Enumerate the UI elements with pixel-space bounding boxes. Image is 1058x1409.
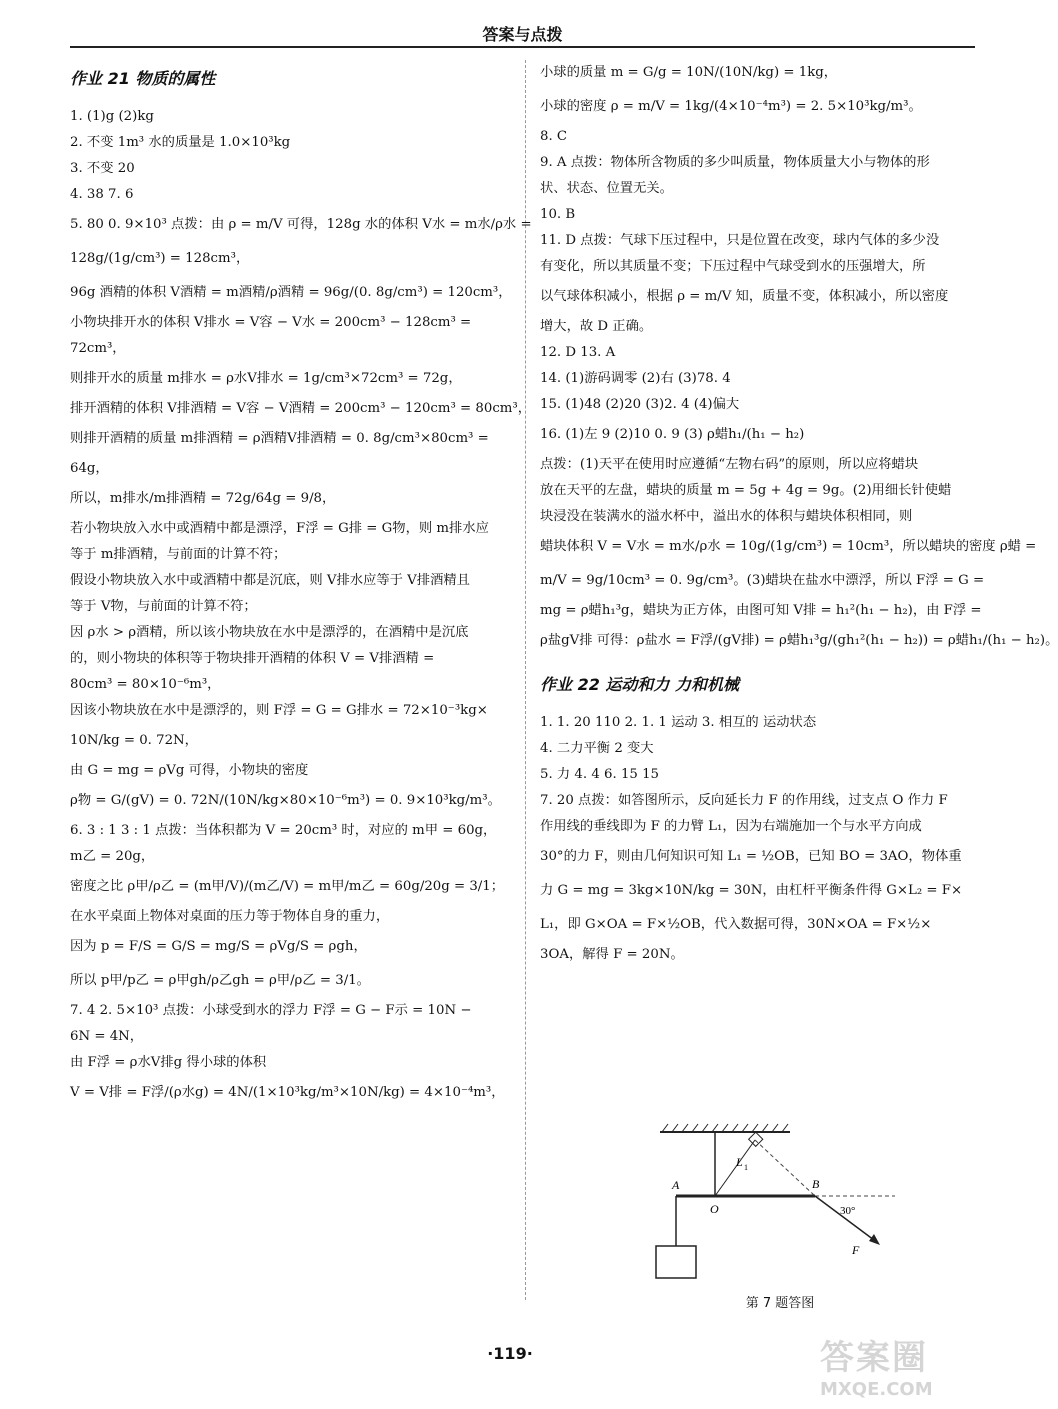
- watermark-line-2: MXQE.COM: [820, 1379, 933, 1400]
- answer-line: 力 G = mg = 3kg×10N/kg = 30N，由杠杆平衡条件得 G×L₂ = F×: [540, 883, 963, 898]
- answer-line: 72cm³，: [70, 341, 126, 356]
- answer-line: 4. 二力平衡 2 变大: [540, 741, 654, 756]
- label-a: A: [672, 1178, 680, 1192]
- answer-line: 5. 力 4. 4 6. 15 15: [540, 767, 660, 782]
- moment-arm-line: [715, 1140, 755, 1196]
- page-header-title: 答案与点拨: [482, 25, 563, 44]
- answer-line: 6N = 4N，: [70, 1029, 144, 1044]
- answer-line: 作用线的垂线即为 F 的力臂 L₁，因为右端施加一个与水平方向成: [540, 819, 922, 834]
- section-title-22: 作业 22 运动和力 力和机械: [540, 675, 739, 694]
- header-rule: [70, 46, 975, 48]
- answer-line: 状、状态、位置无关。: [540, 181, 673, 196]
- left-answer-lines: [70, 104, 532, 1110]
- answer-line: 7. 4 2. 5×10³ 点拨：小球受到水的浮力 F浮 = G − F示 = 10N −: [70, 1003, 472, 1018]
- answer-line: 密度之比 ρ甲/ρ乙 = (m甲/V)/(m乙/V) = m甲/m乙 = 60g/20g = 3/1；: [70, 879, 505, 894]
- answer-line: 因 ρ水 > ρ酒精，所以该小物块放在水中是漂浮的，在酒精中是沉底: [70, 625, 469, 640]
- answer-line: 假设小物块放入水中或酒精中都是沉底，则 V排水应等于 V排酒精且: [70, 573, 470, 588]
- answer-line: 小物块排开水的体积 V排水 = V容 − V水 = 200cm³ − 128cm³ =: [70, 315, 472, 330]
- answer-line: 小球的质量 m = G/g = 10N/(10N/kg) = 1kg，: [540, 65, 838, 80]
- column-divider: [525, 60, 526, 1300]
- right-angle-mark: [749, 1132, 763, 1146]
- answer-line: mg = ρ蜡h₁³g，蜡块为正方体，由图可知 V排 = h₁²(h₁ − h₂)，由 F浮 =: [540, 603, 982, 618]
- answer-line: 10N/kg = 0. 72N，: [70, 733, 198, 748]
- answer-line: V = V排 = F浮/(ρ水g) = 4N/(1×10³kg/m³×10N/kg) = 4×10⁻⁴m³，: [70, 1085, 505, 1100]
- answer-line: 增大，故 D 正确。: [540, 319, 653, 334]
- figure-caption: 第 7 题答图: [745, 1296, 815, 1311]
- right-answer-lines-2: [540, 710, 970, 968]
- answer-line: 3. 不变 20: [70, 161, 135, 176]
- answer-line: 15. (1)48 (2)20 (3)2. 4 (4)偏大: [540, 397, 740, 412]
- answer-line: 因该小物块放在水中是漂浮的，则 F浮 = G = G排水 = 72×10⁻³kg×: [70, 703, 488, 718]
- answer-line: 10. B: [540, 207, 576, 222]
- answer-line: 蜡块体积 V = V水 = m水/ρ水 = 10g/(1g/cm³) = 10cm³，所以蜡块的密度 ρ蜡 =: [540, 539, 1037, 554]
- label-l1: L: [736, 1155, 743, 1169]
- force-arrowhead: [869, 1234, 880, 1245]
- answer-line: 12. D 13. A: [540, 345, 616, 360]
- answer-line: 小球的密度 ρ = m/V = 1kg/(4×10⁻⁴m³) = 2. 5×10³kg/m³。: [540, 99, 922, 114]
- answer-line: 1. 1. 20 110 2. 1. 1 运动 3. 相互的 运动状态: [540, 715, 817, 730]
- page-number: ·119·: [487, 1344, 533, 1363]
- answer-line: 排开酒精的体积 V排酒精 = V容 − V酒精 = 200cm³ − 120cm³ = 80cm³，: [70, 401, 532, 416]
- answer-line: 放在天平的左盘，蜡块的质量 m = 5g + 4g = 9g。(2)用细长针使蜡: [540, 483, 952, 498]
- answer-line: 等于 m排酒精，与前面的计算不符；: [70, 547, 287, 562]
- answer-line: 4. 38 7. 6: [70, 187, 134, 202]
- answer-line: 80cm³ = 80×10⁻⁶m³，: [70, 677, 221, 692]
- answer-line: 9. A 点拨：物体所含物质的多少叫质量，物体质量大小与物体的形: [540, 155, 930, 170]
- answer-line: 在水平桌面上物体对桌面的压力等于物体自身的重力，: [70, 909, 390, 924]
- answer-line: 6. 3 : 1 3 : 1 点拨：当体积都为 V = 20cm³ 时，对应的 m甲 = 60g，: [70, 823, 497, 838]
- label-b: B: [812, 1177, 820, 1191]
- answer-line: 30°的力 F，则由几何知识可知 L₁ = ½OB，已知 BO = 3AO，物体重: [540, 849, 962, 864]
- answer-line: 96g 酒精的体积 V酒精 = m酒精/ρ酒精 = 96g/(0. 8g/cm³) = 120cm³，: [70, 285, 512, 300]
- answer-line: 有变化，所以其质量不变；下压过程中气球受到水的压强增大，所: [540, 259, 926, 274]
- answer-line: m/V = 9g/10cm³ = 0. 9g/cm³。(3)蜡块在盐水中漂浮，所以 F浮 = G =: [540, 573, 985, 588]
- answer-line: 由 F浮 = ρ水V排g 得小球的体积: [70, 1055, 267, 1070]
- watermark-logo: [820, 1330, 990, 1400]
- answer-line: 64g，: [70, 461, 109, 476]
- lever-diagram: [640, 1120, 900, 1295]
- force-arrow-line: [815, 1196, 878, 1243]
- label-angle: 30°: [840, 1205, 856, 1217]
- answer-line: 所以，m排水/m排酒精 = 72g/64g = 9/8，: [70, 491, 336, 506]
- answer-line: 5. 80 0. 9×10³ 点拨：由 ρ = m/V 可得，128g 水的体积 V水 = m水/ρ水 =: [70, 217, 532, 232]
- answer-line: 128g/(1g/cm³) = 128cm³，: [70, 251, 250, 266]
- answer-line: 则排开酒精的质量 m排酒精 = ρ酒精V排酒精 = 0. 8g/cm³×80cm³ =: [70, 431, 489, 446]
- answer-line: 则排开水的质量 m排水 = ρ水V排水 = 1g/cm³×72cm³ = 72g，: [70, 371, 462, 386]
- answer-line: 14. (1)游码调零 (2)右 (3)78. 4: [540, 371, 731, 386]
- right-column: [540, 56, 1058, 968]
- label-o: O: [710, 1202, 719, 1216]
- answer-line: 7. 20 点拨：如答图所示，反向延长力 F 的作用线，过支点 O 作力 F: [540, 793, 948, 808]
- answer-line: 因为 p = F/S = G/S = mg/S = ρVg/S = ρgh，: [70, 939, 367, 954]
- answer-line: 若小物块放入水中或酒精中都是漂浮，F浮 = G排 = G物，则 m排水应: [70, 521, 489, 536]
- answer-line: ρ盐gV排 可得：ρ盐水 = F浮/(gV排) = ρ蜡h₁³g/(gh₁²(h₁ − h₂)) = ρ蜡h₁/(h₁ − h₂)。: [540, 633, 1058, 648]
- force-extension-line: [755, 1140, 815, 1196]
- label-f: F: [852, 1243, 860, 1257]
- ceiling-hatch: [662, 1124, 788, 1132]
- left-column: [70, 56, 532, 1110]
- answer-line: 以气球体积减小，根据 ρ = m/V 知，质量不变，体积减小，所以密度: [540, 289, 949, 304]
- answer-line: m乙 = 20g，: [70, 849, 155, 864]
- section-title-21: 作业 21 物质的属性: [70, 69, 216, 88]
- answer-line: 16. (1)左 9 (2)10 0. 9 (3) ρ蜡h₁/(h₁ − h₂): [540, 427, 805, 442]
- answer-line: 由 G = mg = ρVg 可得，小物块的密度: [70, 763, 309, 778]
- answer-line: 11. D 点拨：气球下压过程中，只是位置在改变，球内气体的多少没: [540, 233, 940, 248]
- watermark-line-1: 答案圈: [820, 1338, 928, 1378]
- answer-line: ρ物 = G/(gV) = 0. 72N/(10N/kg×80×10⁻⁶m³) = 0. 9×10³kg/m³。: [70, 793, 501, 808]
- answer-line: 的，则小物块的体积等于物块排开酒精的体积 V = V排酒精 =: [70, 651, 435, 666]
- weight-block: [656, 1246, 696, 1278]
- answer-line: 2. 不变 1m³ 水的质量是 1.0×10³kg: [70, 135, 291, 150]
- answer-line: 点拨：(1)天平在使用时应遵循“左物右码”的原则，所以应将蜡块: [540, 457, 919, 472]
- right-answer-lines: [540, 56, 1058, 658]
- answer-line: 块浸没在装满水的溢水杯中，溢出水的体积与蜡块体积相同，则: [540, 509, 913, 524]
- answer-line: 8. C: [540, 129, 568, 144]
- answer-line: L₁，即 G×OA = F×½OB，代入数据可得，30N×OA = F×½×: [540, 917, 932, 932]
- answer-line: 所以 p甲/p乙 = ρ甲gh/ρ乙gh = ρ甲/ρ乙 = 3/1。: [70, 973, 370, 988]
- answer-line: 等于 V物，与前面的计算不符；: [70, 599, 257, 614]
- answer-line: 3OA，解得 F = 20N。: [540, 947, 684, 962]
- label-l1-subscript: 1: [744, 1163, 748, 1172]
- answer-line: 1. (1)g (2)kg: [70, 109, 154, 124]
